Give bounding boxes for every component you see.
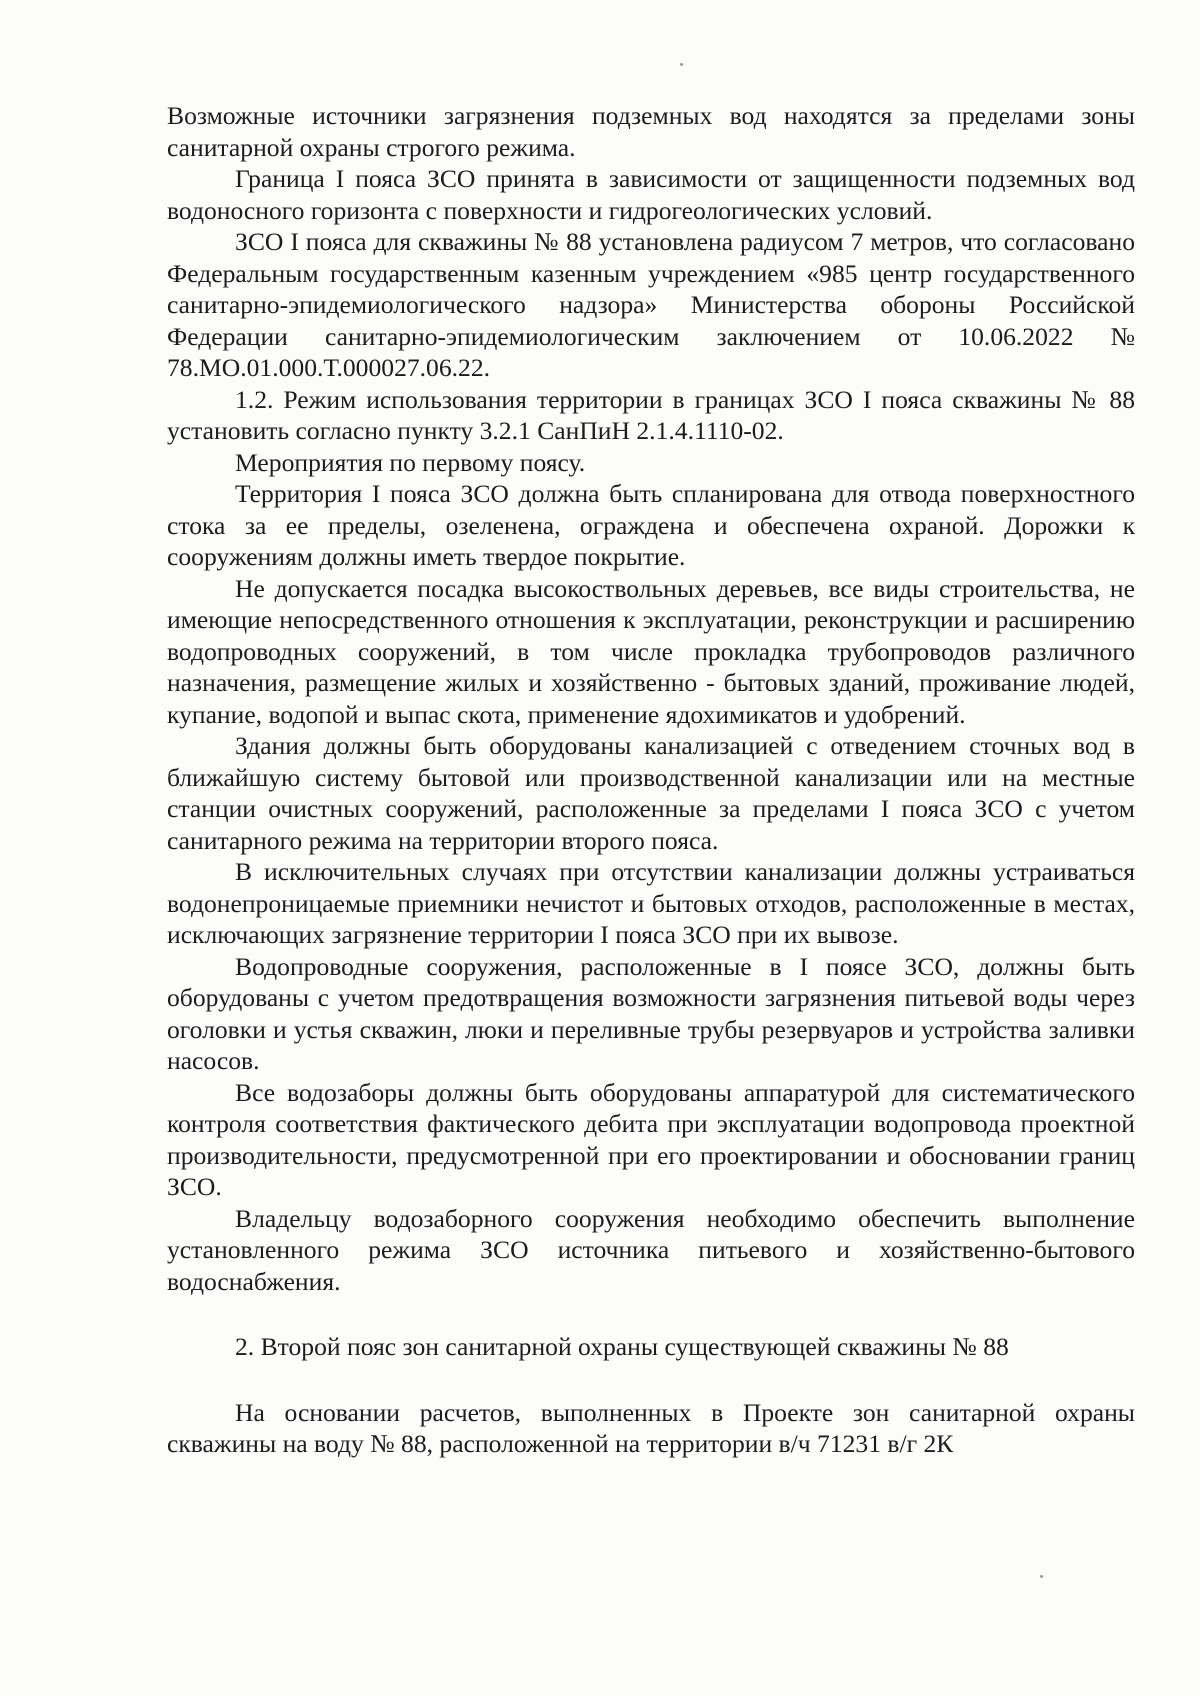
paragraph: Здания должны быть оборудованы канализацией с отведением сточных вод в ближайшую систему бытовой или производственной канализации или на местные станции очистных сооружений, расположенные за пределами I пояса ЗСО с учетом санитарного режима на территории второго пояса. bbox=[167, 731, 1135, 855]
paragraph: 1.2. Режим использования территории в границах ЗСО I пояса скважины № 88 установить согласно пункту 3.2.1 СанПиН 2.1.4.1110-02. bbox=[167, 384, 1135, 445]
paragraph: Возможные источники загрязнения подземных вод находятся за пределами зоны санитарной охраны строгого режима. bbox=[167, 101, 1135, 162]
scan-speck bbox=[1040, 1575, 1043, 1578]
section-heading: 2. Второй пояс зон санитарной охраны существующей скважины № 88 bbox=[235, 1332, 1009, 1361]
paragraph: Водопроводные сооружения, расположенные в I поясе ЗСО, должны быть оборудованы с учетом предотвращения возможности загрязнения питьевой воды через оголовки и устья скважин, люки и переливные трубы резервуаров и устройства заливки насосов. bbox=[167, 951, 1135, 1075]
paragraph: Мероприятия по первому поясу. bbox=[235, 447, 586, 477]
paragraph: Владельцу водозаборного сооружения необходимо обеспечить выполнение установленного режима ЗСО источника питьевого и хозяйственно-бытового водоснабжения. bbox=[167, 1203, 1135, 1296]
paragraph: В исключительных случаях при отсутствии канализации должны устраиваться водонепроницаемые приемники нечистот и бытовых отходов, расположенные в местах, исключающих загрязнение территории I пояса ЗСО при их вывозе. bbox=[167, 857, 1135, 949]
paragraph: Все водозаборы должны быть оборудованы аппаратурой для систематического контроля соответствия фактического дебита при эксплуатации водопровода проектной производительности, предусмотренной при его проектировании и обосновании границ ЗСО. bbox=[167, 1077, 1135, 1201]
scan-speck bbox=[680, 63, 683, 66]
paragraph: На основании расчетов, выполненных в Проекте зон санитарной охраны скважины на воду № 88, расположенной на территории в/ч 71231 в/г 2К bbox=[167, 1397, 1135, 1458]
paragraph: Не допускается посадка высокоствольных деревьев, все виды строительства, не имеющие непосредственного отношения к эксплуатации, реконструкции и расширению водопроводных сооружений, в том числе прокладка трубопроводов различного назначения, размещение жилых и хозяйственно - бытовых зданий, проживание людей, купание, водопой и выпас скота, применение ядохимикатов и удобрений. bbox=[167, 573, 1135, 729]
paragraph: ЗСО I пояса для скважины № 88 установлена радиусом 7 метров, что согласовано Федеральным государственным казенным учреждением «985 центр государственного санитарно-эпидемиологического надзора» Министерства обороны Российской Федерации санитарно-эпидемиологическим заключением от 10.06.2022 № 78.МО.01.000.Т.000027.06.22. bbox=[167, 227, 1135, 382]
paragraph: Граница I пояса ЗСО принята в зависимости от защищенности подземных вод водоносного горизонта с поверхности и гидрогеологических условий. bbox=[167, 164, 1135, 225]
paragraph: Территория I пояса ЗСО должна быть спланирована для отвода поверхностного стока за ее пределы, озеленена, ограждена и обеспечена охраной. Дорожки к сооружениям должны иметь твердое покрытие. bbox=[167, 479, 1135, 571]
document-body bbox=[167, 100, 1135, 1460]
